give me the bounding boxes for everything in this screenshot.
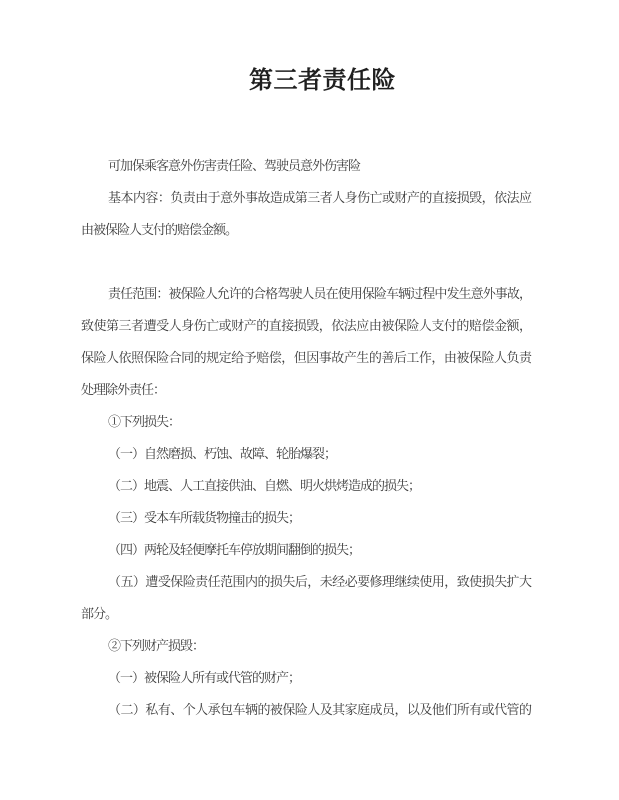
document-line: ②下列财产损毁：	[108, 638, 205, 653]
document-line: 责任范围：被保险人允许的合格驾驶人员在使用保险车辆过程中发生意外事故，	[108, 286, 531, 301]
document-line: 处理除外责任：	[81, 382, 166, 397]
document-line: 保险人依照保险合同的规定给予赔偿，但因事故产生的善后工作，由被保险人负责	[81, 350, 531, 365]
document-body	[81, 150, 531, 726]
document-line: 部分。	[81, 606, 118, 621]
document-line: （一）被保险人所有或代管的财产；	[108, 670, 301, 685]
document-line: （二）地震、人工直接供油、自燃、明火烘烤造成的损失；	[108, 478, 421, 493]
document-title: 第三者责任险	[249, 68, 396, 94]
document-line: 基本内容：负责由于意外事故造成第三者人身伤亡或财产的直接损毁，依法应	[108, 190, 531, 205]
document-line: ①下列损失：	[108, 414, 181, 429]
document-line: （三）受本车所载货物撞击的损失；	[108, 510, 301, 525]
document-line: 致使第三者遭受人身伤亡或财产的直接损毁，依法应由被保险人支付的赔偿金额，	[81, 318, 531, 333]
document-line: 可加保乘客意外伤害责任险、驾驶员意外伤害险	[108, 158, 361, 173]
document-line: （四）两轮及轻便摩托车停放期间翻倒的损失；	[108, 542, 361, 557]
document-line: （二）私有、个人承包车辆的被保险人及其家庭成员，以及他们所有或代管的	[108, 702, 531, 717]
document-line: （一）自然磨损、朽蚀、故障、轮胎爆裂；	[108, 446, 337, 461]
blank-line	[81, 246, 531, 278]
document-line: （五）遭受保险责任范围内的损失后，未经必要修理继续使用，致使损失扩大	[108, 574, 531, 589]
document-line: 由被保险人支付的赔偿金额。	[81, 222, 238, 237]
